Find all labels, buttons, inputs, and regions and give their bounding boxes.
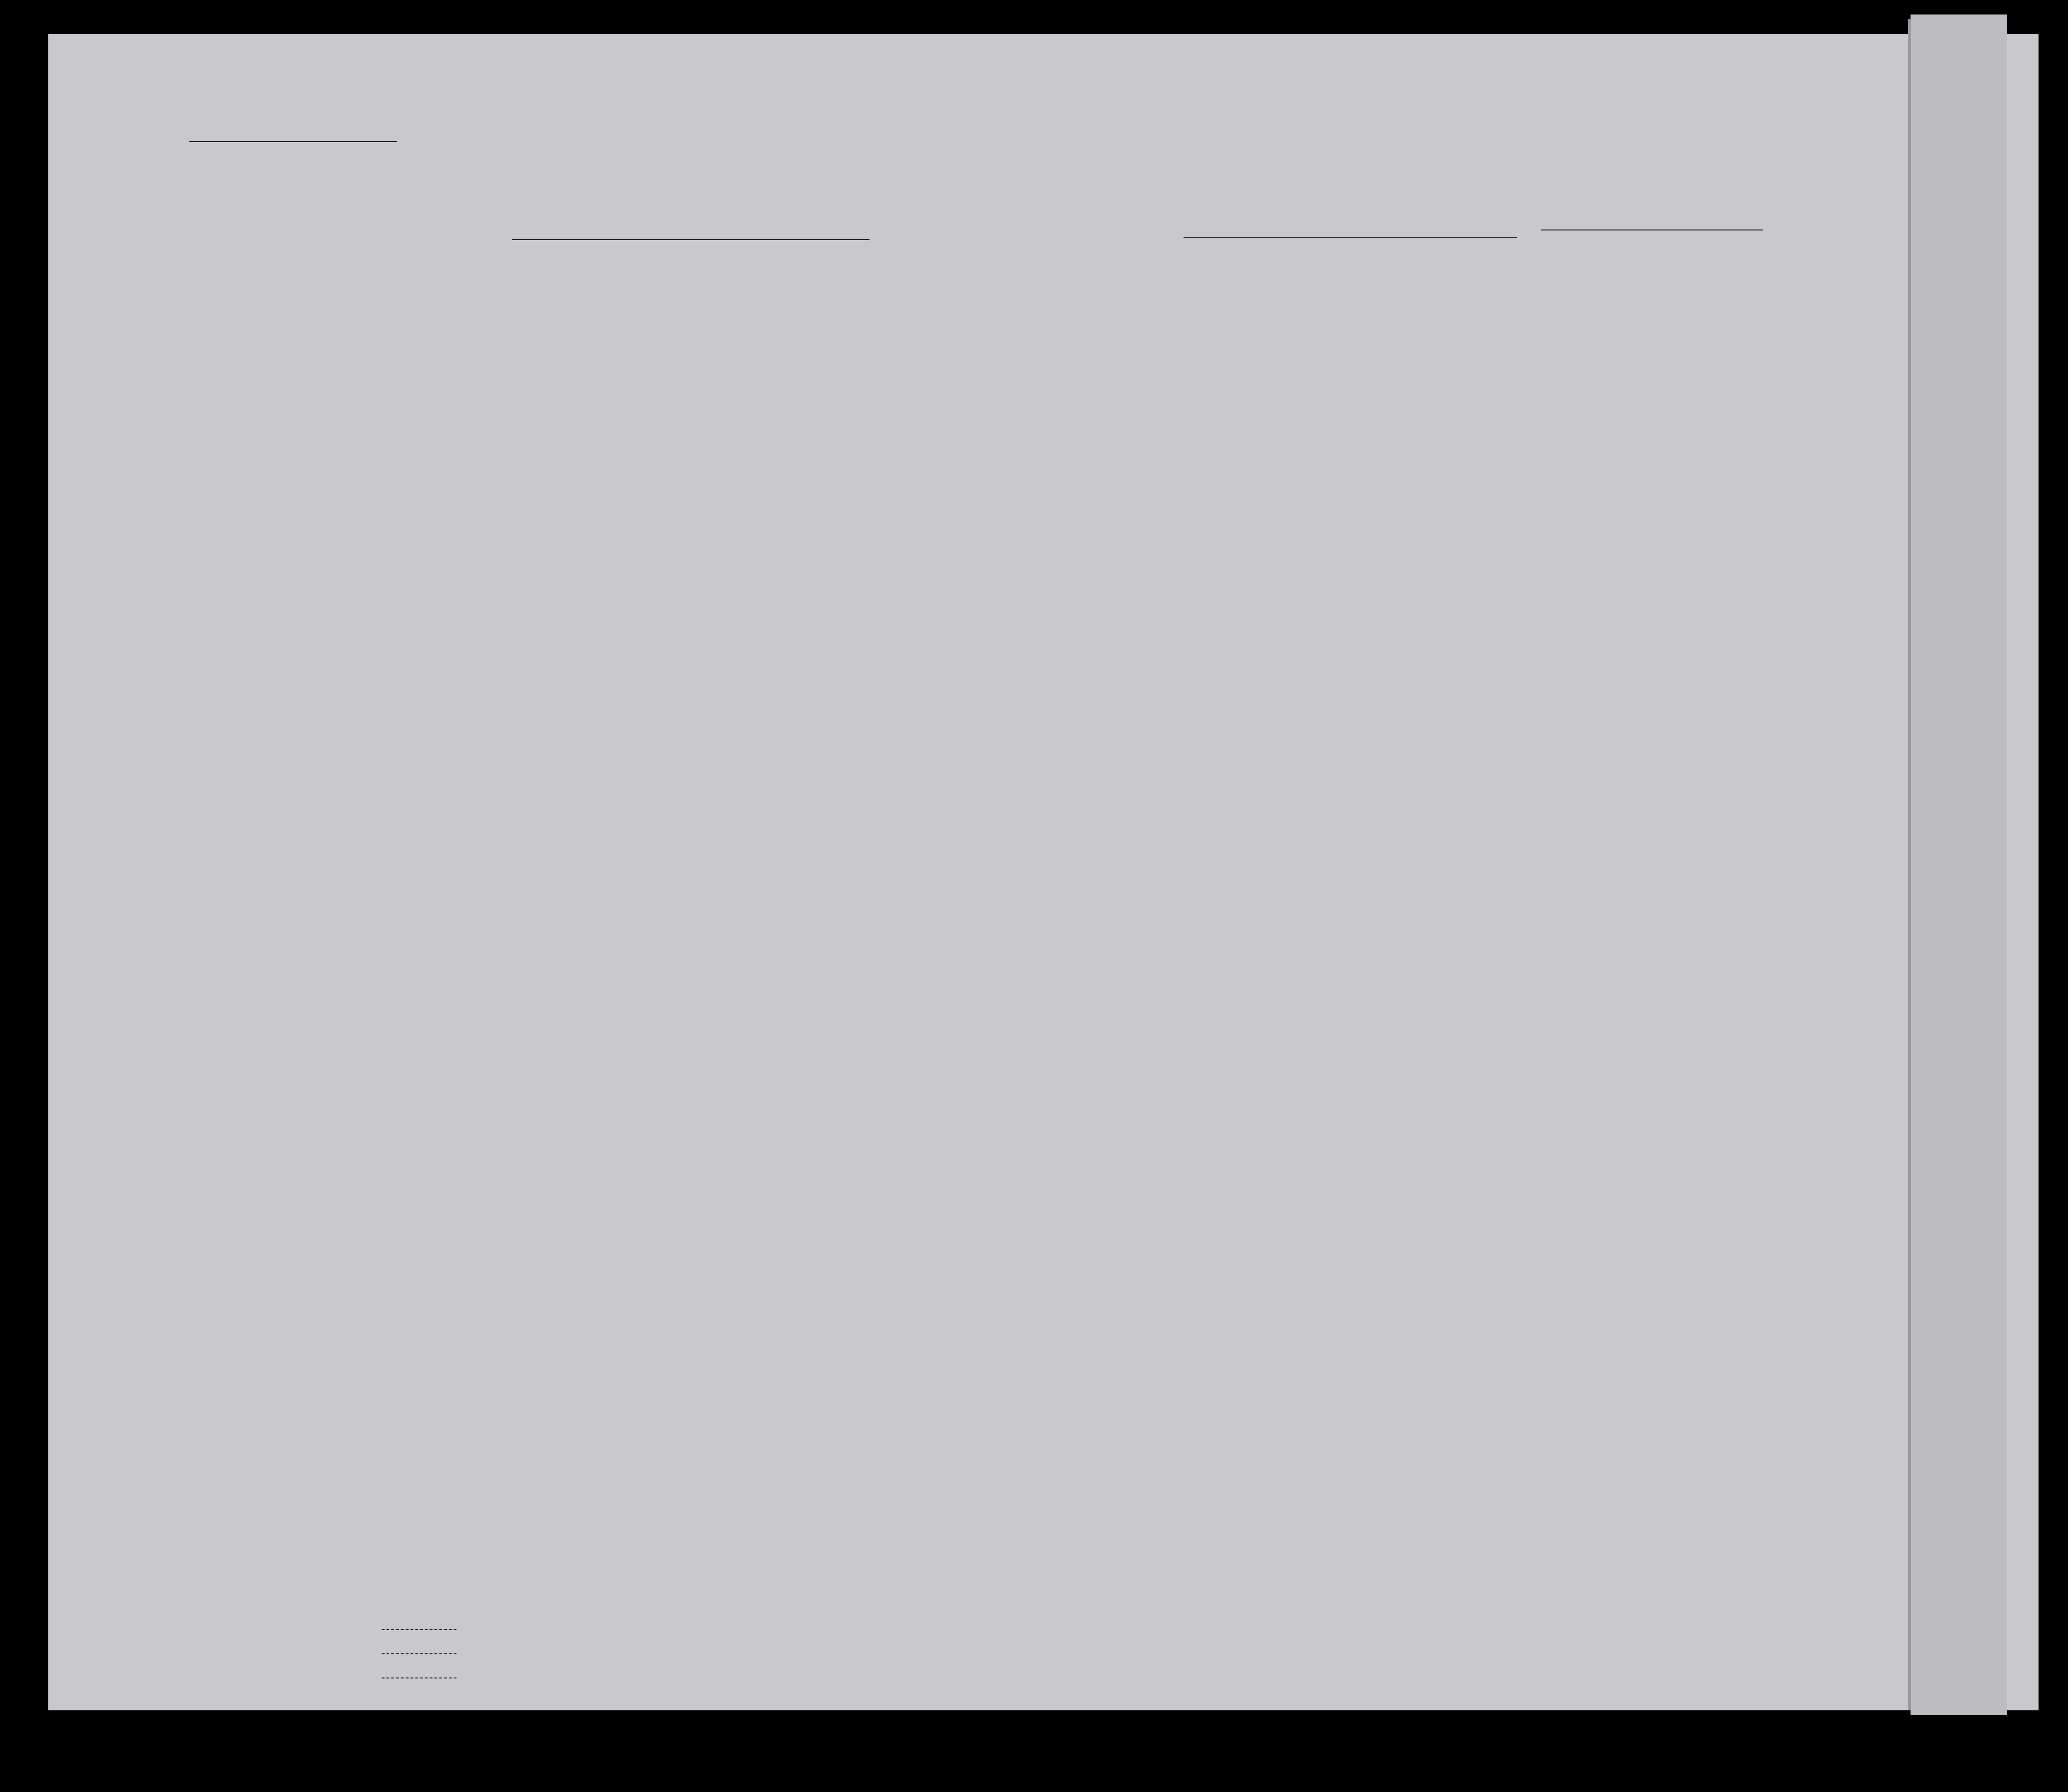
- total-passengers-field[interactable]: [382, 1629, 456, 1630]
- us-citizens-field[interactable]: [382, 1653, 456, 1654]
- aliens-field[interactable]: [382, 1677, 456, 1678]
